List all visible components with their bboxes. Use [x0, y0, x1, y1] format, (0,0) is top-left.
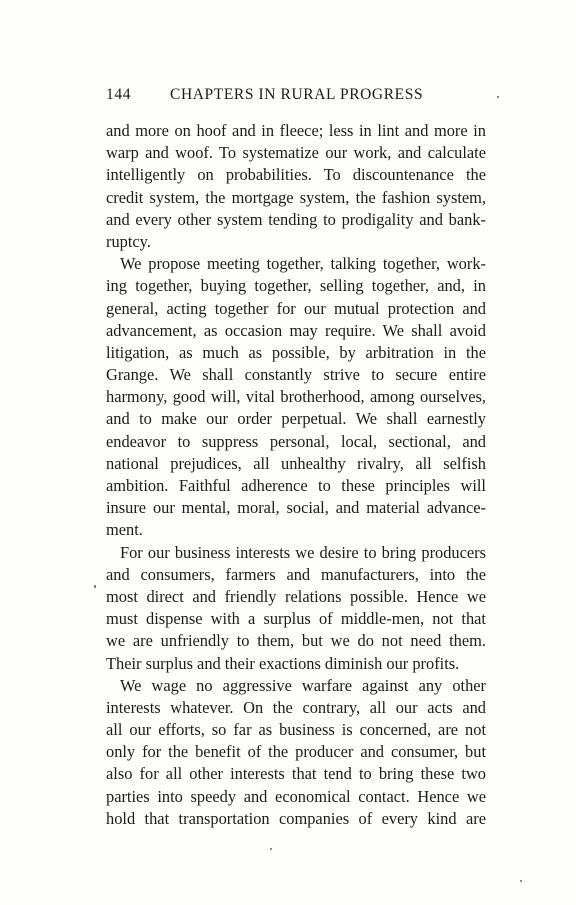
- scan-speck: [497, 96, 499, 98]
- text-line: Their surplus and their exactions diminish our profits.: [106, 653, 460, 673]
- text-line: Grange. We shall constantly strive to secure entire: [106, 365, 486, 385]
- text-line: We propose meeting together, talking together, work-: [120, 254, 486, 274]
- page-number: 144: [106, 86, 132, 103]
- body-text: [106, 120, 486, 830]
- text-line: advancement, as occasion may require. We shall avoid: [106, 320, 486, 340]
- text-line: harmony, good will, vital brotherhood, among ourselves,: [106, 387, 486, 407]
- text-line: intelligently on probabilities. To discountenance the: [106, 165, 486, 185]
- text-line: credit system, the mortgage system, the fashion system,: [106, 187, 486, 207]
- text-line: insure our mental, moral, social, and material advance-: [106, 498, 486, 518]
- text-line: ing together, buying together, selling together, and, in: [106, 276, 486, 296]
- text-line: must dispense with a surplus of middle-men, not that: [106, 609, 486, 629]
- scan-speck: [520, 880, 522, 882]
- text-line: also for all other interests that tend to bring these two: [106, 764, 486, 784]
- scan-speck: [94, 585, 96, 588]
- text-line: ambition. Faithful adherence to these principles will: [106, 476, 486, 495]
- text-line: only for the benefit of the producer and consumer, but: [106, 742, 486, 762]
- text-line: hold that transportation companies of every kind are: [106, 808, 486, 828]
- text-line: warp and woof. To systematize our work, and calculate: [106, 143, 486, 163]
- text-line: ment.: [106, 520, 143, 540]
- text-line: general, acting together for our mutual protection and: [106, 298, 486, 318]
- text-line: We wage no aggressive warfare against any other: [120, 675, 486, 695]
- running-head-title: CHAPTERS IN RURAL PROGRESS: [170, 86, 424, 103]
- text-line: ruptcy.: [106, 231, 151, 251]
- scan-speck: [270, 848, 272, 850]
- text-line: all our efforts, so far as business is concerned, are not: [106, 720, 486, 740]
- text-line: and more on hoof and in fleece; less in lint and more in: [106, 121, 486, 140]
- running-head: [106, 86, 486, 108]
- text-line: and consumers, farmers and manufacturers, into the: [106, 564, 486, 584]
- text-line: we are unfriendly to them, but we do not need them.: [106, 631, 486, 651]
- text-line: parties into speedy and economical contact. Hence we: [106, 786, 486, 806]
- text-line: most direct and friendly relations possible. Hence we: [106, 586, 486, 606]
- text-line: litigation, as much as possible, by arbitration in the: [106, 342, 486, 362]
- text-line: endeavor to suppress personal, local, sectional, and: [106, 431, 486, 451]
- text-line: and every other system tending to prodigality and bank-: [106, 209, 486, 229]
- text-line: interests whatever. On the contrary, all our acts and: [106, 697, 486, 717]
- text-line: national prejudices, all unhealthy rivalry, all selfish: [106, 453, 486, 473]
- text-line: and to make our order perpetual. We shall earnestly: [106, 409, 486, 429]
- text-line: For our business interests we desire to bring producers: [120, 542, 486, 562]
